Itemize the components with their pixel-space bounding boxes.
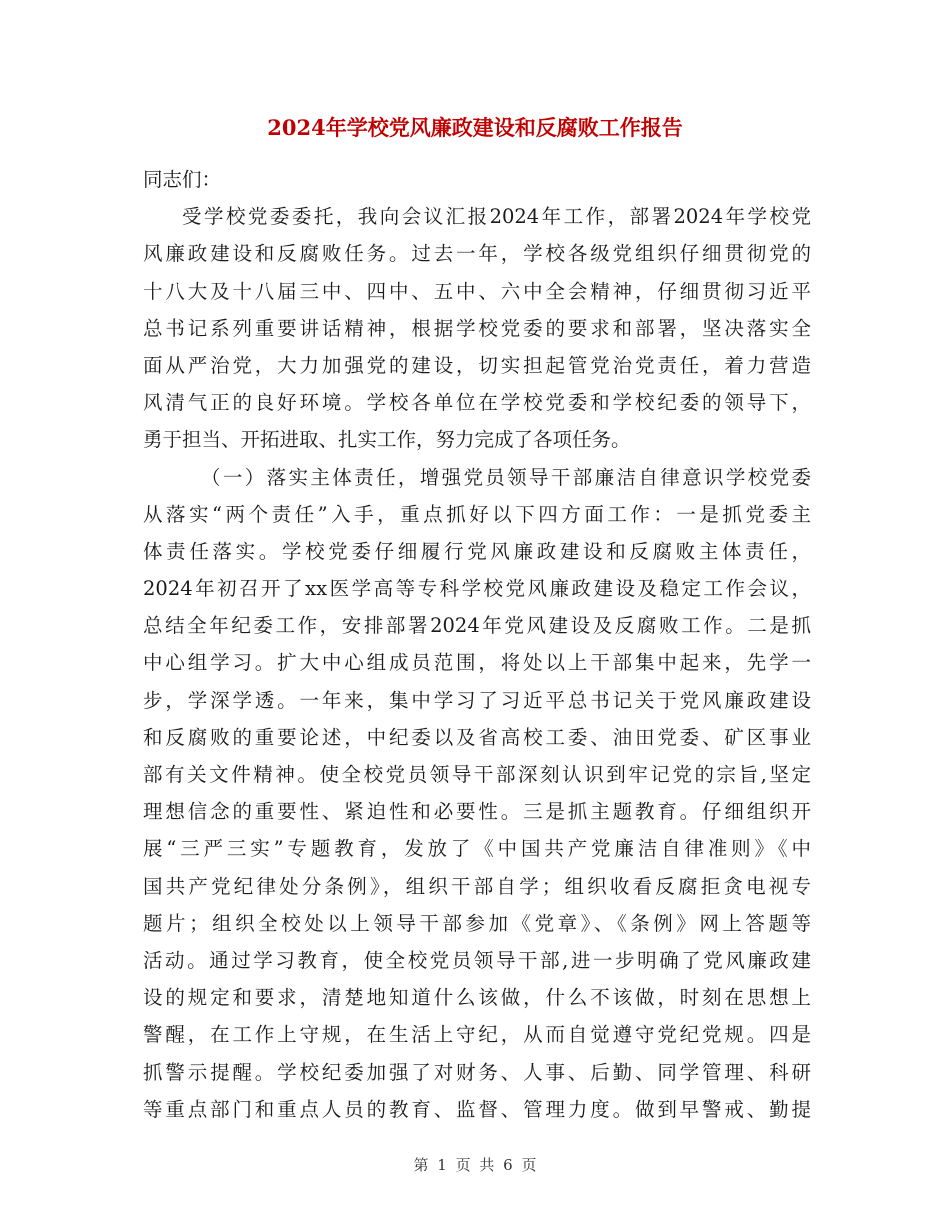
paragraph-line: 十八大及十八届三中、四中、五中、六中全会精神，仔细贯彻习近平 [143,279,811,303]
paragraph-line: 步，学深学透。一年来，集中学习了习近平总书记关于党风廉政建设 [143,688,811,712]
paragraph-line: 设的规定和要求，清楚地知道什么该做，什么不该做，时刻在思想上 [143,986,811,1010]
paragraph-line: 勇于担当、开拓进取、扎实工作，努力完成了各项任务。 [143,428,631,452]
page-title: 2024年学校党风廉政建设和反腐败工作报告 [267,115,683,140]
paragraph-line: 总结全年纪委工作，安排部署2024年党风建设及反腐败工作。二是抓 [143,614,811,638]
paragraph-line: 2024年初召开了xx医学高等专科学校党风廉政建设及稳定工作会议， [143,577,811,601]
paragraph-line: 面从严治党，大力加强党的建设，切实担起管党治党责任，着力营造 [143,353,811,377]
paragraph-line: 中心组学习。扩大中心组成员范围，将处以上干部集中起来，先学一 [143,651,811,675]
salutation: 同志们： [143,168,222,191]
paragraph-line: 警醒，在工作上守规，在生活上守纪，从而自觉遵守党纪党规。四是 [143,1023,811,1047]
paragraph-line: 风廉政建设和反腐败任务。过去一年，学校各级党组织仔细贯彻党的 [143,242,811,266]
paragraph-line: 展“三严三实”专题教育，发放了《中国共产党廉洁自律准则》《中 [143,837,811,861]
paragraph-line: 体责任落实。学校党委仔细履行党风廉政建设和反腐败主体责任， [143,539,811,563]
paragraph-2 [143,459,811,1128]
document-body [143,161,811,1128]
paragraph-line: 理想信念的重要性、紧迫性和必要性。三是抓主题教育。仔细组织开 [143,800,811,824]
paragraph-line: 和反腐败的重要论述，中纪委以及省高校工委、油田党委、矿区事业 [143,725,811,749]
paragraph-line: 总书记系列重要讲话精神，根据学校党委的要求和部署，坚决落实全 [143,316,811,340]
paragraph-line: 国共产党纪律处分条例》，组织干部自学；组织收看反腐拒贪电视专 [143,874,811,898]
paragraph-line: 从落实“两个责任”入手，重点抓好以下四方面工作：一是抓党委主 [143,502,811,526]
paragraph-line: （一）落实主体责任，增强党员领导干部廉洁自律意识学校党委 [201,465,811,489]
paragraph-1 [143,198,811,458]
paragraph-line: 风清气正的良好环境。学校各单位在学校党委和学校纪委的领导下， [143,391,811,415]
page-number-footer: 第 1 页 共 6 页 [413,1156,537,1174]
paragraph-line: 活动。通过学习教育，使全校党员领导干部,进一步明确了党风廉政建 [143,948,811,972]
paragraph-line: 受学校党委委托，我向会议汇报2024年工作，部署2024年学校党 [182,205,811,229]
paragraph-line: 等重点部门和重点人员的教育、监督、管理力度。做到早警戒、勤提 [143,1097,811,1121]
paragraph-line: 部有关文件精神。使全校党员领导干部深刻认识到牢记党的宗旨,坚定 [143,763,811,786]
paragraph-line: 题片；组织全校处以上领导干部参加《党章》、《条例》网上答题等 [143,911,811,935]
paragraph-line: 抓警示提醒。学校纪委加强了对财务、人事、后勤、同学管理、科研 [143,1060,811,1084]
